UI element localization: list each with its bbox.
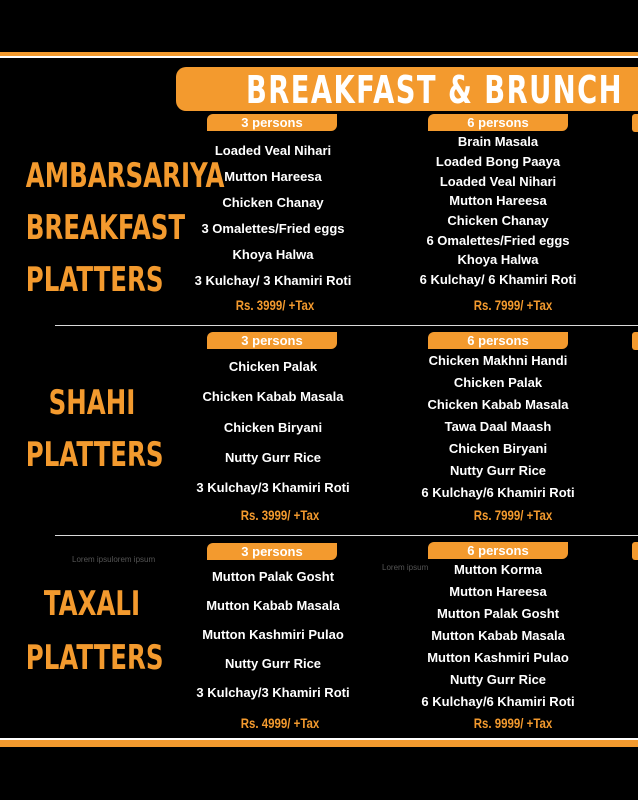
section-title-line: AMBARSARIYA xyxy=(25,156,225,196)
menu-item: Mutton Hareesa xyxy=(224,169,322,184)
persons-badge: 6 persons xyxy=(428,114,568,131)
menu-item: Chicken Biryani xyxy=(448,441,548,456)
price-label: Rs. 7999/ +Tax xyxy=(473,507,553,523)
price-label: Rs. 4999/ +Tax xyxy=(240,715,320,731)
top-white-stripe xyxy=(0,56,638,58)
menu-item: Brain Masala xyxy=(457,134,539,149)
persons-badge: 6 persons xyxy=(428,332,568,349)
menu-item: Chicken Palak xyxy=(228,359,318,374)
menu-item: Chicken Chanay xyxy=(222,195,324,210)
page-title: BREAKFAST & BRUNCH xyxy=(246,68,623,112)
section-divider xyxy=(55,325,638,326)
price-label: Rs. 7999/ +Tax xyxy=(473,297,553,313)
menu-item: 6 Kulchay/ 6 Khamiri Roti xyxy=(419,272,577,287)
platter-items-3 xyxy=(180,359,366,509)
platter-items-3 xyxy=(180,143,366,303)
menu-item: Chicken Makhni Handi xyxy=(428,353,568,368)
menu-item: 3 Kulchay/3 Khamiri Roti xyxy=(196,685,350,700)
section-title-line: PLATTERS xyxy=(25,435,164,475)
menu-item: Mutton Hareesa xyxy=(449,193,547,208)
persons-badge: 3 persons xyxy=(207,332,337,349)
menu-item: Mutton Palak Gosht xyxy=(436,606,560,621)
menu-item: Chicken Biryani xyxy=(223,420,323,435)
menu-item: Mutton Kabab Masala xyxy=(206,598,340,613)
section-title-line: PLATTERS xyxy=(25,638,164,678)
persons-badge: 3 persons xyxy=(207,543,337,560)
section-title-taxali xyxy=(0,577,184,685)
edge-badge xyxy=(632,332,638,350)
platter-items-6 xyxy=(405,562,591,712)
platter-items-6 xyxy=(405,353,591,503)
menu-item: Tawa Daal Maash xyxy=(444,419,552,434)
menu-item: Nutty Gurr Rice xyxy=(449,672,547,687)
menu-item: Loaded Bong Paaya xyxy=(435,154,561,169)
menu-item: 3 Omalettes/Fried eggs xyxy=(201,221,345,236)
menu-item: Mutton Palak Gosht xyxy=(211,569,335,584)
menu-item: Mutton Hareesa xyxy=(449,584,547,599)
price-label: Rs. 3999/ +Tax xyxy=(240,507,320,523)
menu-item: Chicken Kabab Masala xyxy=(427,397,569,412)
section-title-ambarsariya xyxy=(0,150,225,306)
watermark-text: Lorem ipsum xyxy=(382,563,429,572)
menu-item: 6 Kulchay/6 Khamiri Roti xyxy=(421,694,575,709)
section-title-line: TAXALI xyxy=(43,584,141,624)
menu-item: 3 Kulchay/3 Khamiri Roti xyxy=(196,480,350,495)
menu-item: Nutty Gurr Rice xyxy=(224,656,322,671)
section-title-line: BREAKFAST xyxy=(25,208,186,248)
section-divider xyxy=(55,535,638,536)
menu-item: Mutton Korma xyxy=(453,562,543,577)
menu-item: 3 Kulchay/ 3 Khamiri Roti xyxy=(194,273,352,288)
price-label: Rs. 3999/ +Tax xyxy=(235,297,315,313)
menu-item: Mutton Kashmiri Pulao xyxy=(427,650,569,665)
menu-item: Loaded Veal Nihari xyxy=(439,174,557,189)
menu-item: Loaded Veal Nihari xyxy=(214,143,332,158)
bottom-orange-stripe xyxy=(0,740,638,747)
edge-badge xyxy=(632,542,638,560)
menu-item: Mutton Kabab Masala xyxy=(431,628,565,643)
section-title-shahi xyxy=(0,377,184,481)
persons-badge: 6 persons xyxy=(428,542,568,559)
section-title-line: PLATTERS xyxy=(25,260,164,300)
menu-item: Chicken Palak xyxy=(453,375,543,390)
section-title-line: SHAHI xyxy=(48,383,136,423)
menu-item: 6 Kulchay/6 Khamiri Roti xyxy=(421,485,575,500)
menu-item: Khoya Halwa xyxy=(457,252,539,267)
watermark-text: Lorem ipsulorem ipsum xyxy=(72,555,156,564)
menu-item: Chicken Chanay xyxy=(447,213,549,228)
menu-item: Khoya Halwa xyxy=(232,247,314,262)
menu-item: Chicken Kabab Masala xyxy=(202,389,344,404)
persons-badge: 3 persons xyxy=(207,114,337,131)
menu-item: 6 Omalettes/Fried eggs xyxy=(426,233,570,248)
platter-items-6 xyxy=(405,134,591,294)
platter-items-3 xyxy=(180,569,366,709)
price-label: Rs. 9999/ +Tax xyxy=(473,715,553,731)
menu-item: Mutton Kashmiri Pulao xyxy=(202,627,344,642)
menu-item: Nutty Gurr Rice xyxy=(449,463,547,478)
menu-item: Nutty Gurr Rice xyxy=(224,450,322,465)
edge-badge xyxy=(632,114,638,132)
